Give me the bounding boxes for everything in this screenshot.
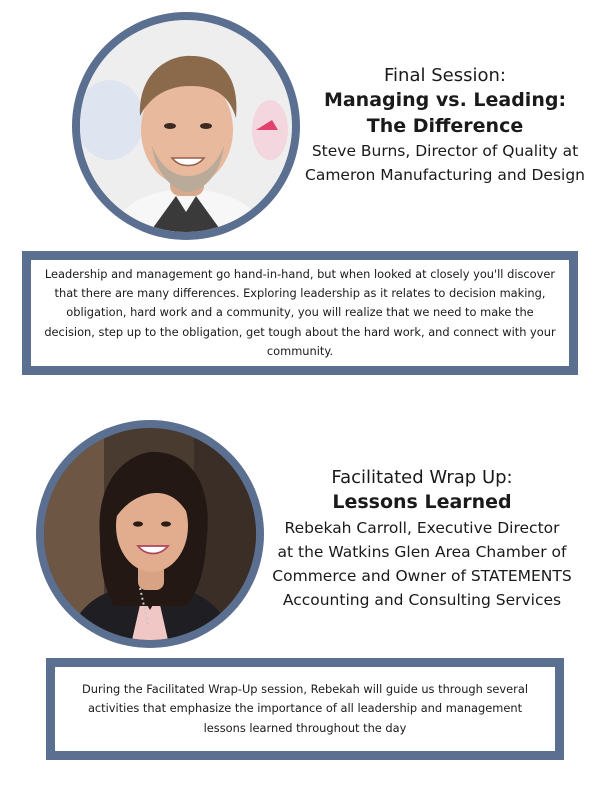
session-title: Managing vs. Leading:: [323, 89, 567, 112]
session-description-box: [46, 658, 564, 760]
session-label: Facilitated Wrap Up:: [331, 467, 513, 488]
session-description-box: [22, 251, 578, 375]
session-heading-wrap-up: [258, 466, 586, 612]
session-description: Leadership and management go hand-in-hand, but when looked at closely you'll discover that there are many differences. Exploring leadership as it relates to decision making, obligation, hard work and a community, you will realize that we need to make the decision, step up to the obligation, get tough about the hard work, and connect with your community.: [44, 267, 556, 358]
session-title: Lessons Learned: [332, 491, 512, 514]
speaker-affiliation: at the Watkins Glen Area Chamber of: [277, 542, 567, 561]
session-heading-final: [300, 64, 590, 187]
speaker-affiliation-continued: Commerce and Owner of STATEMENTS: [272, 566, 572, 585]
session-label: Final Session:: [384, 65, 506, 86]
session-description: During the Facilitated Wrap-Up session, Rebekah will guide us through several activities that emphasize the importance of all leadership and management lessons learned throughout the day: [81, 682, 529, 735]
speaker-affiliation: Cameron Manufacturing and Design: [305, 166, 585, 185]
speaker-photo-steve-burns: [72, 12, 300, 240]
speaker-portrait-image: [80, 20, 292, 232]
speaker-portrait-image: [44, 428, 256, 640]
speaker-name: Steve Burns, Director of Quality at: [311, 142, 579, 161]
speaker-name: Rebekah Carroll, Executive Director: [284, 518, 560, 537]
speaker-photo-rebekah-carroll: [36, 420, 264, 648]
speaker-business: Accounting and Consulting Services: [282, 590, 562, 609]
session-title-continued: The Difference: [366, 114, 524, 137]
